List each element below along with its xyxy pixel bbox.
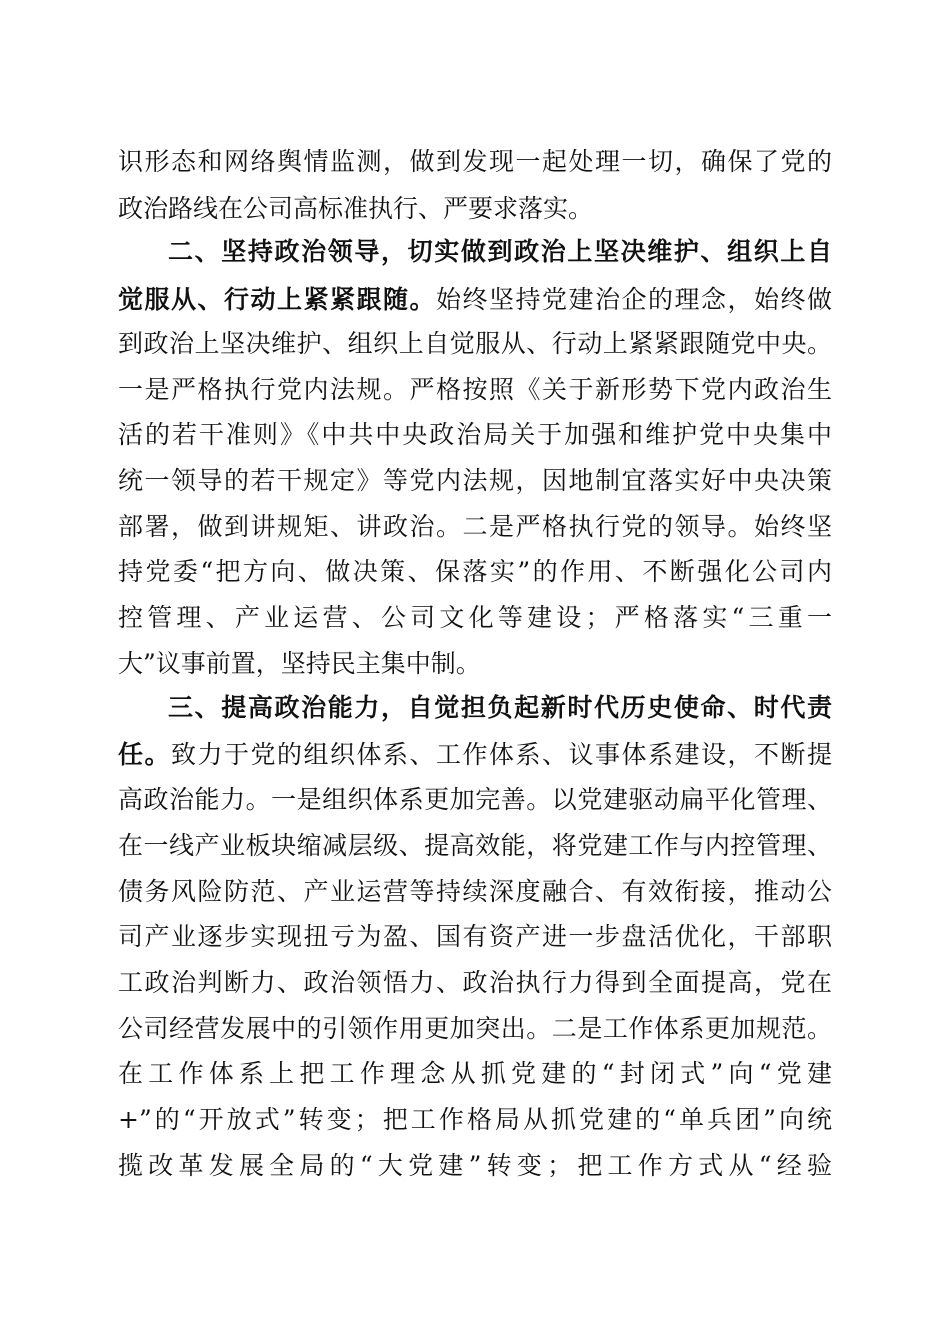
paragraph-line: 部署，做到讲规矩、讲政治。二是严格执行党的领导。始终坚 [118, 512, 832, 541]
paragraph-line: 统一领导的若干规定》等党内法规，因地制宜落实好中央决策 [118, 466, 832, 495]
paragraph-line: 揽改革发展全局的“大党建”转变；把工作方式从“经验 [118, 1151, 832, 1180]
section-heading-line [118, 732, 832, 778]
paragraph-line: 高政治能力。一是组织体系更加完善。以党建驱动扁平化管理、 [118, 785, 832, 814]
paragraph-line: 到政治上坚决维护、组织上自觉服从、行动上紧紧跟随党中央。 [118, 329, 832, 358]
paragraph-line: +”的“开放式”转变；把工作格局从抓党建的“单兵团”向统 [118, 1105, 832, 1134]
paragraph-line: 在一线产业板块缩减层级、提高效能，将党建工作与内控管理、 [118, 831, 832, 860]
paragraph-line: 大”议事前置，坚持民主集中制。 [118, 649, 481, 678]
paragraph-line: 识形态和网络舆情监测，做到发现一起处理一切，确保了党的 [118, 147, 832, 176]
section-heading-line: 二、坚持政治领导，切实做到政治上坚决维护、组织上自 [168, 237, 832, 266]
paragraph-text: 致力于党的组织体系、工作体系、议事体系建设，不断提 [171, 740, 832, 769]
paragraph-line: 司产业逐步实现扭亏为盈、国有资产进一步盘活优化，干部职 [118, 922, 832, 951]
section-heading-text: 觉服从、行动上紧紧跟随。 [118, 285, 436, 314]
section-heading-line [118, 277, 832, 323]
paragraph-line: 公司经营发展中的引领作用更加突出。二是工作体系更加规范。 [118, 1014, 832, 1043]
paragraph-line: 工政治判断力、政治领悟力、政治执行力得到全面提高，党在 [118, 968, 832, 997]
section-heading-text: 任。 [118, 740, 171, 769]
paragraph-line: 在工作体系上把工作理念从抓党建的“封闭式”向“党建 [118, 1059, 832, 1088]
paragraph-line: 持党委“把方向、做决策、保落实”的作用、不断强化公司内 [118, 557, 832, 586]
paragraph-line: 活的若干准则》《中共中央政治局关于加强和维护党中央集中 [118, 420, 832, 449]
paragraph-line: 债务风险防范、产业运营等持续深度融合、有效衔接，推动公 [118, 877, 832, 906]
paragraph-text: 始终坚持党建治企的理念，始终做 [436, 285, 832, 314]
paragraph-line: 控管理、产业运营、公司文化等建设；严格落实“三重一 [118, 603, 832, 632]
section-heading-line: 三、提高政治能力，自觉担负起新时代历史使命、时代责 [168, 693, 832, 722]
paragraph-line: 政治路线在公司高标准执行、严要求落实。 [118, 194, 594, 223]
paragraph-line: 一是严格执行党内法规。严格按照《关于新形势下党内政治生 [118, 375, 832, 404]
